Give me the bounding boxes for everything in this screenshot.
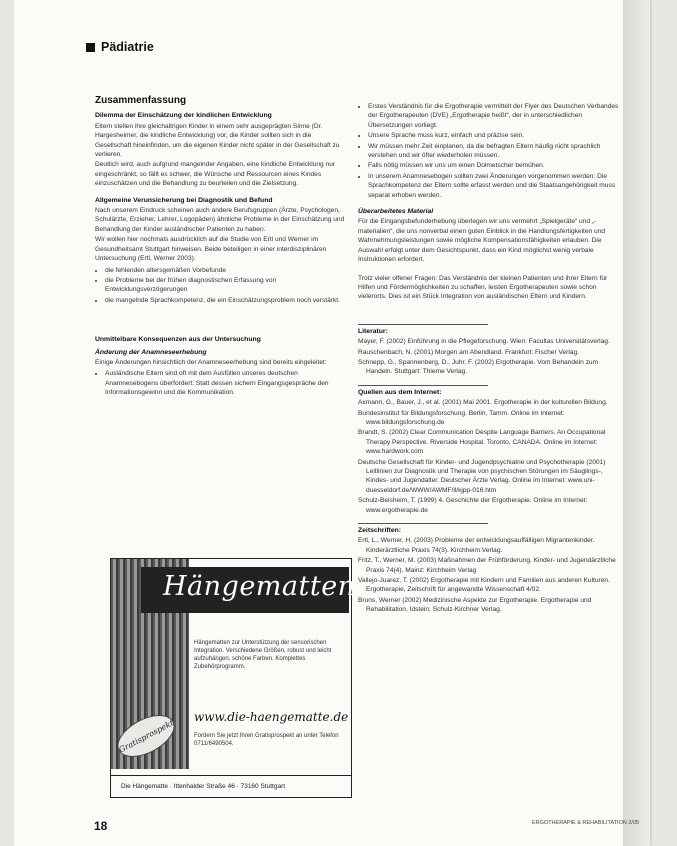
reference: Rauschenbach, N. (2001) Morgen am Abendland. Frankfurt: Fischer Verlag.	[358, 348, 580, 356]
page	[14, 0, 650, 846]
internet-sources-heading: Quellen aus dem Internet:	[358, 388, 442, 396]
bullet-list	[95, 369, 347, 397]
section-title: Pädiatrie	[101, 40, 154, 54]
paragraph: Trotz vieler offener Fragen: Das Verständnis der kleinen Patienten und ihrer Eltern für Hilfen und Fördermöglichkeiten zu schaffen, leisten Ergotherapeuten sowie schon vielerorts. Dies ist ein Stück Integration von ausländischen Eltern und Kindern.	[358, 274, 608, 301]
journal-footer: ERGOTHERAPIE & REHABILITATION 2/05	[532, 820, 640, 826]
reference: Vallejo-Juarez, T. (2002) Ergotherapie mit Kindern und Familien aus anderen Kulturen. Ergotherapie, Zeitschrift für angewandte Wissenschaft 4/02.	[358, 577, 610, 594]
literature-heading: Literatur:	[358, 327, 388, 335]
divider	[358, 523, 488, 524]
subheading-anamnesis: Änderung der Anamneseerhebung	[95, 348, 207, 356]
list-item: • Unsere Sprache muss kurz, einfach und präzise sein.	[368, 131, 620, 140]
divider	[358, 324, 488, 325]
subheading-dilemma: Dilemma der Einschätzung der kindlichen Entwicklung	[95, 112, 272, 120]
ad-badge-label: Gratisprospekt	[117, 717, 175, 755]
paragraph: Wir wollen hier nochmals ausdrücklich auf die Studie von Ertl und Werner im Gesundheitsamt Stuttgart hinweisen. Beide beteiligen in einer interdisziplinären Untersuchung (Ertl, Werner 2003):	[95, 236, 327, 263]
right-column	[358, 96, 620, 616]
list-item: • Erstes Verständnis für die Ergotherapie vermittelt der Flyer des Deutschen Verbandes der Ergotherapeuten (DVE) „Ergotherapie heißt“, der in unterschiedlichen Übersetzungen vorliegt.	[368, 102, 620, 130]
list-item: • die fehlenden altersgemäßen Vorbefunde	[105, 266, 347, 275]
summary-heading: Zusammenfassung	[95, 95, 187, 106]
reference: Ertl, L., Werner, H. (2003) Probleme der entwicklungsauffälligen Migrantenkinder. Kinderärztliche Praxis 74(3). Kirchheim Verlag.	[358, 537, 595, 554]
ad-footer: Die Hängematte · Ittenhalder Straße 46 · 73160 Stuttgart	[111, 775, 351, 797]
list-item: • die Probleme bei der frühen diagnostischen Erfassung von Entwicklungsverzögerungen	[105, 276, 347, 295]
subheading-diagnostics: Allgemeine Verunsicherung bei Diagnostik und Befund	[95, 196, 273, 204]
reference: Bruns, Werner (2002) Medizinische Aspekte zur Ergotherapie. Ergotherapie und Rehabilitation, Idstein: Schulz-Kirchner Verlag.	[358, 596, 592, 614]
left-column	[95, 96, 347, 400]
reference: Schulz-Beisheim, T. (1999) 4. Geschichte der Ergotherapie. Online im Internet: www.ergotherapie.de	[358, 497, 588, 514]
reference: Brandt, S. (2002) Clear Communication Despite Language Barriers. An Occupational Therapy Perspective. Riverside Hospital. Toronto, CANADA. Online im Internet: www.hardwork.com	[358, 429, 606, 456]
ad-description: Hängematten zur Unterstützung der sensorischen Integration. Verschiedene Größen, robust und leicht aufzuhängen, schöne Farben. Komplettes Zubehörprogramm.	[194, 640, 332, 670]
ad-order-text: Fordern Sie jetzt Ihren Gratisprospekt an unter Telefon 0711/6490504.	[194, 733, 339, 747]
reference: Bundesinstitut für Bildungsforschung. Berlin, Tamm. Online im Internet: www.bildungsforschung.de	[358, 409, 565, 426]
ad-website-link[interactable]: www.die-haengematte.de	[194, 710, 349, 724]
paragraph: Einige Änderungen hinsichtlich der Anamneseerhebung sind bereits eingeleitet:	[95, 358, 327, 366]
reference: Deutsche Gesellschaft für Kinder- und Jugendpsychiatrie und Psychotherapie (2001) Leitlinien zur Diagnostik und Therapie von psychischen Störungen im Säuglings-, Kindes- und Jugendalter. Deutscher Ärzte Verlag. Online im Internet: www.uni-duesseldorf.de/WWW/AWMF/ll/kjpp-016.htm	[358, 458, 606, 494]
paragraph: Eltern stellen ihre gleichaltrigen Kinder in einem sehr ausgeprägten Sinne (Dr. Hargesheimer, die kindliche Entwicklung) vor, die Kinder sollten sich in die Gesellschaft hineinfinden, um die eigenen Kinder nicht später in der Gesellschaft zu verlieren.	[95, 122, 340, 159]
journals-heading: Zeitschriften:	[358, 527, 402, 535]
hammock-advertisement	[110, 558, 356, 798]
page-number: 18	[94, 819, 108, 833]
paragraph: Für die Eingangsbefunderhebung überlegen wir uns vermehrt „Spielgeräte“ und „-materialien“, die uns nonverbal einen guten Einblick in die Handlungsfertigkeiten und Wahrnehmungsleistungen sowie mögliche Kompensationsfähigkeiten erlauben. Die Auswahl erfolgt unter dem Gesichtspunkt, dass ein Kind möglichst wenig verbale Instruktionen erfordert.	[358, 218, 606, 264]
paragraph: Nach unserem Eindruck scheinen auch andere Berufsgruppen (Ärzte, Psychologen, Schulärzte, Erzieher, Lehrer, Logopäden) ähnliche Probleme in der Einschätzung und Behandlung der Kinder ausländischer Patienten zu haben.	[95, 207, 345, 233]
reference: Mayer, F. (2002) Einführung in die Pflegeforschung. Wien: Facultas Universitätsverlag.	[358, 338, 610, 346]
ad-title: Hängematten	[163, 571, 356, 602]
list-item: • Falls nötig müssen wir uns um einen Dolmetscher bemühen.	[368, 161, 620, 170]
bullet-list	[95, 266, 347, 306]
paragraph: Deutlich wird, auch aufgrund mangelnder Angaben, eine kindliche Entwicklung nur eingeschränkt, so fällt es schwer, die Wünsche und Ressourcen eines Kindes einzuschätzen und die Behandlung zu beurteilen und die Zielsetzung.	[95, 161, 336, 188]
subheading-material: Überarbeitetes Material	[358, 208, 434, 216]
bullet-list	[358, 102, 620, 200]
reference: Axmann, G., Bauer, J., et al. (2001) Mai 2001. Ergotherapie in der kulturellen Bildung.	[358, 399, 608, 407]
list-item: • Wir müssen mehr Zeit einplanen, da die befragten Eltern häufig nicht sprachlich verstehen und wir öfter wiederholen müssen.	[368, 142, 620, 161]
divider	[358, 385, 488, 386]
list-item: • In unserem Anamnesebogen sollten zwei Änderungen vorgenommen werden: Die Sprachkompetenz der Eltern sollte erfasst werden und die Staatsangehörigkeit muss separat erhoben werden.	[368, 172, 620, 200]
section-header	[86, 40, 154, 54]
reference: Schnepp, G., Spannenberg, D., Juhr, F. (2002) Ergotherapie. Vom Behandeln zum Handeln. Stuttgart: Thieme Verlag.	[358, 358, 599, 376]
square-bullet-icon	[86, 43, 95, 52]
list-item: • Ausländische Eltern sind oft mit dem Ausfüllen unseres deutschen Anamnesebogens überfordert. Statt dessen sichern Eingangsgespräche den Informationsgewinn und die Kommunikation.	[105, 369, 347, 397]
subheading-consequences: Unmittelbare Konsequenzen aus der Untersuchung	[95, 336, 261, 344]
reference: Fritz, T., Werner, M. (2003) Maßnahmen der Frühförderung. Kinder- und Jugendärztliche Praxis 74(4). Mainz: Kirchheim Verlag	[358, 557, 616, 574]
list-item: • die mangelnde Sprachkompetenz, die ein Einschätzungsproblem noch verstärkt.	[105, 296, 347, 305]
page-edge	[623, 0, 650, 846]
